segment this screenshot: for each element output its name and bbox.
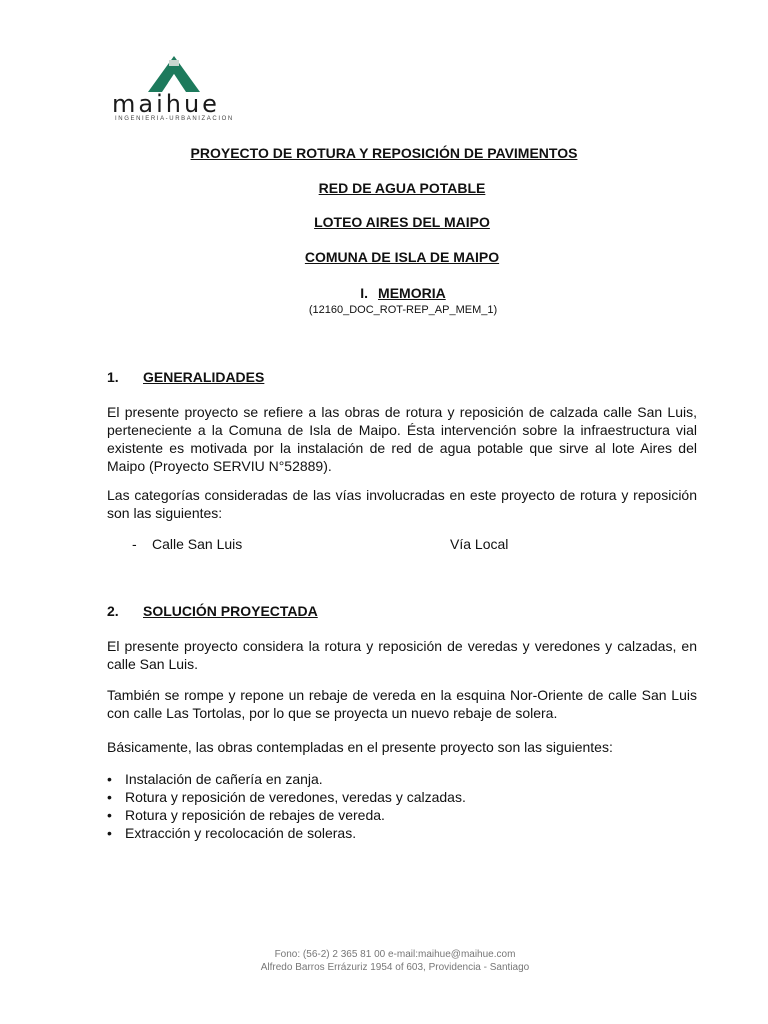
section-2-paragraph-1: El presente proyecto considera la rotura y reposición de veredas y veredones y calzadas, en calle San Luis. <box>107 638 697 672</box>
footer-address: Alfredo Barros Errázuriz 1954 of 603, Providencia - Santiago <box>260 962 530 973</box>
section-2-paragraph-3: Básicamente, las obras contempladas en el presente proyecto son las siguientes: <box>107 739 613 755</box>
bullet-icon: • <box>107 825 112 841</box>
list-item-text: Rotura y reposición de veredones, veredas y calzadas. <box>125 789 466 805</box>
footer-contact: Fono: (56-2) 2 365 81 00 e-mail:maihue@maihue.com <box>274 949 516 960</box>
list-item-text: Rotura y reposición de rebajes de vereda. <box>125 807 385 823</box>
list-item <box>107 788 466 806</box>
maihue-logo-icon <box>144 54 204 94</box>
street-name: Calle San Luis <box>152 536 243 552</box>
section-1-paragraph-1: El presente proyecto se refiere a las obras de rotura y reposición de calzada calle San Luis, perteneciente a la Comuna de Isla de Maipo. Ésta intervención sobre la infraestructura vial existente es motivada por la instalación de red de agua potable que sirve al lote Aires del Maipo (Proyecto SERVIU N°52889). <box>107 404 697 474</box>
section-2-number: 2. <box>107 603 119 619</box>
section-1-title: GENERALIDADES <box>143 369 265 385</box>
doc-subtitle-network: RED DE AGUA POTABLE <box>318 180 486 196</box>
section-2-title: SOLUCIÓN PROYECTADA <box>143 603 318 619</box>
doc-title: PROYECTO DE ROTURA Y REPOSICIÓN DE PAVIMENTOS <box>190 145 578 161</box>
section-2-heading <box>107 603 318 619</box>
list-item <box>107 824 466 842</box>
list-item-text: Extracción y recolocación de soleras. <box>125 825 357 841</box>
document-reference-code: (12160_DOC_ROT-REP_AP_MEM_1) <box>308 304 498 316</box>
doc-subtitle-comuna: COMUNA DE ISLA DE MAIPO <box>304 249 500 265</box>
list-item <box>107 770 466 788</box>
road-category-item <box>132 536 632 552</box>
list-item-text: Instalación de cañería en zanja. <box>125 771 323 787</box>
section-1-heading <box>107 369 264 385</box>
bullet-icon: • <box>107 807 112 823</box>
section-1-paragraph-2: Las categorías consideradas de las vías involucradas en este proyecto de rotura y reposición son las siguientes: <box>107 487 697 521</box>
section-1-number: 1. <box>107 369 119 385</box>
logo-brand-text: maihue <box>112 90 220 118</box>
bullet-icon: • <box>107 771 112 787</box>
list-item <box>107 806 466 824</box>
memoria-heading <box>0 285 768 301</box>
company-logo <box>112 54 236 124</box>
bullet-icon: • <box>107 789 112 805</box>
doc-subtitle-loteo: LOTEO AIRES DEL MAIPO <box>314 214 490 230</box>
logo-tagline: INGENIERIA-URBANIZACION <box>115 116 234 122</box>
memoria-label: MEMORIA <box>378 285 446 301</box>
dash-marker: - <box>132 536 137 552</box>
road-category: Vía Local <box>450 536 509 552</box>
memoria-number: I. <box>360 285 369 301</box>
section-2-paragraph-2: También se rompe y repone un rebaje de vereda en la esquina Nor-Oriente de calle San Luis con calle Las Tortolas, por lo que se proyecta un nuevo rebaje de solera. <box>107 687 697 721</box>
works-bullet-list <box>107 770 466 842</box>
